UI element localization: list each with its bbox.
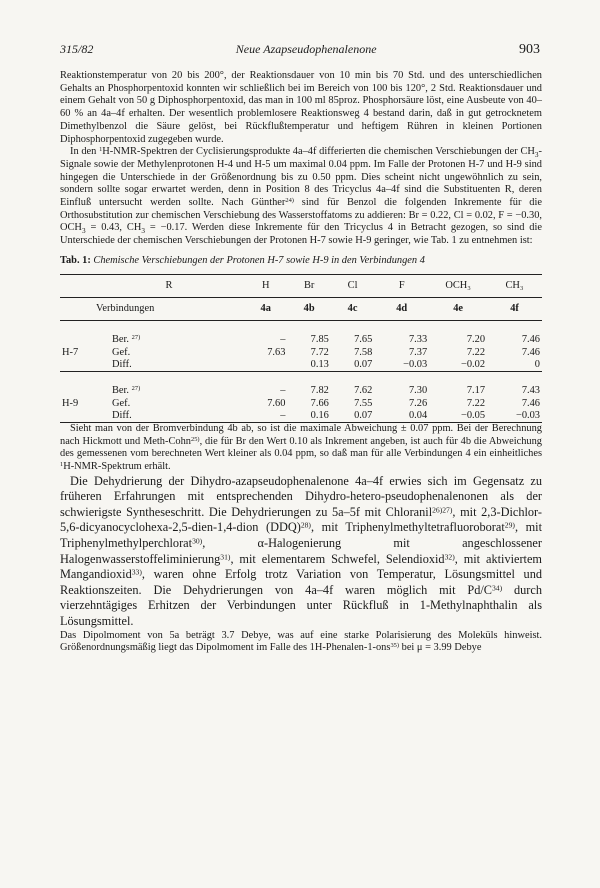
table-row: Ber. $^{27)}$ – 7.85 7.65 7.33 7.20 7.46 xyxy=(112,334,540,346)
col-header-r: R xyxy=(94,274,244,297)
table-compound-row xyxy=(60,297,542,320)
table-row: H-7 Gef. 7.63 7.72 7.58 7.37 7.22 7.46 xyxy=(62,346,540,358)
table-row: Ber. $^{27)}$ – 7.82 7.62 7.30 7.17 7.43 xyxy=(112,385,540,397)
table-caption xyxy=(60,255,542,266)
running-header xyxy=(60,42,540,58)
paragraph-nmr-spectra: In den $^1$H-NMR-Spektren der Cyclisierungsprodukte 4a–4f differierten die chemischen Verschiebungen der $CH_3$-Signale sowie der Methylenprotonen H-4 und H-5 um maximal 0.04 ppm. Im Falle der Protonen H-7 und H-9 sind hingegen die Unterschiede in der Größenordnung bis zu 0.50 ppm. Dies scheint nicht ungewöhnlich zu sein, sondern sollte sogar erwartet werden, denn in Position 8 des Tricyclus 4a–4f sind die Substituenten R, deren Einfluß untersucht werden sollte. Nach Günther$^{24)}$ sind für Benzol die folgenden Inkremente für die Orthosubstitution zur chemischen Verschiebung des Wasserstoffatoms zu addieren: Br = 0.22, Cl = 0.02, F = −0.30, $OCH_3 = 0.43$, $CH_3 = -0.17$. Werden diese Inkremente für den Tricyclus 4 in Betracht gezogen, so sind die Unterschiede der chemischen Verschiebungen der Protonen H-7 sowie H-9 geringer, wie Tab. 1 zu entnehmen ist: xyxy=(60,146,542,247)
proton-label: H-9 xyxy=(62,397,79,409)
table-caption-label: Tab. 1: xyxy=(60,254,91,266)
compound-4b: 4b xyxy=(287,297,330,320)
compound-label: Verbindungen xyxy=(94,297,244,320)
col-header-f: F xyxy=(374,274,429,297)
header-volume: 315/82 xyxy=(60,42,94,56)
proton-label: H-7 xyxy=(62,346,79,358)
table-row: Diff. 0.13 0.07 −0.03 −0.02 0 xyxy=(60,358,542,371)
table-header-row xyxy=(60,274,542,297)
compound-4e: 4e xyxy=(429,297,487,320)
paragraph-deviation: Sieht man von der Bromverbindung 4b ab, so ist die maximale Abweichung ± 0.07 ppm. Bei der Berechnung nach Hickmott und Meth-Cohn$^{25)}$, die für Br den Wert 0.10 als Inkrement angeben, ist auch für 4b die Abweichung des gemessenen vom berechneten Wert kleiner als 0.04 ppm, so daß man für alle Verbindungen 4 ein einheitliches $^1$H-NMR-Spektrum erhält. xyxy=(60,422,542,472)
compound-4f: 4f xyxy=(487,297,542,320)
col-header-br: Br xyxy=(287,274,330,297)
compound-4d: 4d xyxy=(374,297,429,320)
paragraph-dipole-moment: Das Dipolmoment von 5a beträgt 3.7 Debye, was auf eine starke Polarisierung des Moleküls hinweist. Größenordnungsmäßig liegt das Dipolmoment im Falle des 1H-Phenalen-1-ons$^{35)}$ bei μ = 3.99 Debye xyxy=(60,629,542,654)
nmr-shift-table xyxy=(60,274,542,423)
col-header-ch3: CH₃ xyxy=(487,274,542,297)
compound-4c: 4c xyxy=(331,297,374,320)
page-body xyxy=(60,70,542,655)
header-title: Neue Azapseudophenalenone xyxy=(235,42,377,56)
col-header-cl: Cl xyxy=(331,274,374,297)
paragraph-dehydrogenation: Die Dehydrierung der Dihydro-azapseudophenalenone 4a–4f erwies sich im Gegensatz zu früheren Erfahrungen mit entsprechenden Dihydro-hetero-pseudophenalenonen als der schwierigste Syntheseschritt. Die Dehydrierungen zu 5a–5f mit Chloranil$^{26)27)}$, mit 2,3-Dichlor-5,6-dicyanocyclohexa-2,5-dien-1,4-dion (DDQ)$^{28)}$, mit Triphenylmethyltetrafluoroborat$^{29)}$, mit Triphenylmethylperchlorat$^{30)}$, α-Halogenierung mit angeschlossener Halogenwasserstoffeliminierung$^{31)}$, mit elementarem Schwefel, Selendioxid$^{32)}$, mit aktiviertem Mangandioxid$^{33)}$, waren ohne Erfolg trotz Variation von Temperatur, Lösungsmittel und Reaktionszeiten. Die Dehydrierungen von 4a–4f waren möglich mit $Pd/C^{34)}$ durch vierzehntägiges Erhitzen der Verbindungen unter Rückfluß in 1-Methylnaphthalin als Lösungsmittel. xyxy=(60,473,542,628)
table-caption-text: Chemische Verschiebungen der Protonen H-7 sowie H-9 in den Verbindungen 4 xyxy=(93,254,425,266)
table-row: H-9 Gef. 7.60 7.66 7.55 7.26 7.22 7.46 xyxy=(62,397,540,409)
page-number: 903 xyxy=(519,42,540,57)
compound-4a: 4a xyxy=(244,297,287,320)
paragraph-reaction-conditions: Reaktionstemperatur von 20 bis 200°, der Reaktionsdauer von 10 min bis 70 Std. und des unterschiedlichen Gehalts an Phosphorpentoxid konnten wir schließlich bei im Bereich von 100 bis 120°, 2 Std. Reaktionsdauer und einem Gehalt von 50 g Diphosphorpentoxid, das man in 100 ml 85proz. Phosphorsäure löst, eine Ausbeute von 40–60 % an 4a–4f erhalten. Der wesentlich problemlosere Reaktionsweg 4 bestand darin, daß in gut getrocknetem Dimethylbenzol die Säure gelöst, bei Rückflußtemperatur und heftigem Rühren in kleinen Portionen Diphosphorpentoxid zugegeben wurde. xyxy=(60,70,542,145)
col-header-h: H xyxy=(244,274,287,297)
col-header-och3: OCH₃ xyxy=(429,274,487,297)
table-row: Diff. – 0.16 0.07 0.04 −0.05 −0.03 xyxy=(60,409,542,422)
